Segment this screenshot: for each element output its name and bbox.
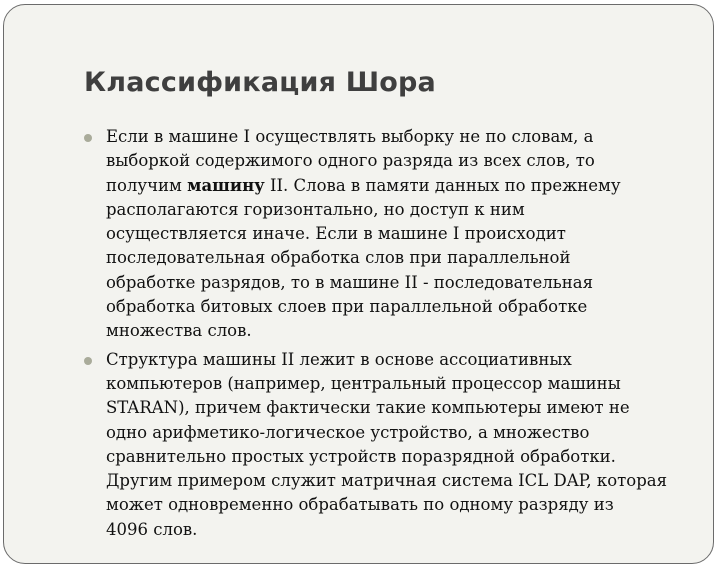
bullet-item [106, 125, 696, 344]
text-line: 4096 слов. [106, 519, 198, 539]
text-line: компьютеров (например, центральный процессор машины [106, 373, 621, 393]
bullet-dot-icon [84, 357, 92, 365]
text-line: выборкой содержимого одного разряда из всех слов, то [106, 151, 595, 171]
text-line: сравнительно простых устройств поразрядной обработки. [106, 446, 616, 466]
text-line-with-emphasis [106, 174, 696, 198]
text-line: одно арифметико-логическое устройство, а множество [106, 422, 590, 442]
text-line: может одновременно обрабатывать по одному разряду из [106, 495, 614, 515]
text-line: Если в машине I осуществлять выборку не по словам, а [106, 127, 594, 146]
emphasized-term: машину [187, 175, 265, 195]
bullet-item [106, 348, 696, 542]
text-line: обработка битовых слоев при параллельной обработке [106, 297, 588, 317]
text-line: последовательная обработка слов при параллельной [106, 248, 571, 268]
text-line: обработке разрядов, то в машине II - последовательная [106, 272, 594, 292]
bullet-dot-icon [84, 134, 92, 142]
text-line: располагаются горизонтально, но доступ к ним [106, 199, 525, 219]
text-segment: получим [106, 175, 188, 195]
slide-frame [3, 4, 714, 564]
bullet-list [106, 125, 696, 546]
text-line: STARAN), причем фактически такие компьютеры имеют не [106, 398, 630, 418]
text-line: Структура машины II лежит в основе ассоциативных [106, 349, 572, 369]
text-line: Другим примером служит матричная система ICL DAP, которая [106, 471, 668, 491]
text-line: осуществляется иначе. Если в машине I происходит [106, 224, 566, 244]
text-segment: II. Слова в памяти данных по прежнему [264, 175, 621, 195]
slide-title: Классификация Шора [84, 67, 436, 98]
text-line: множества слов. [106, 321, 252, 341]
